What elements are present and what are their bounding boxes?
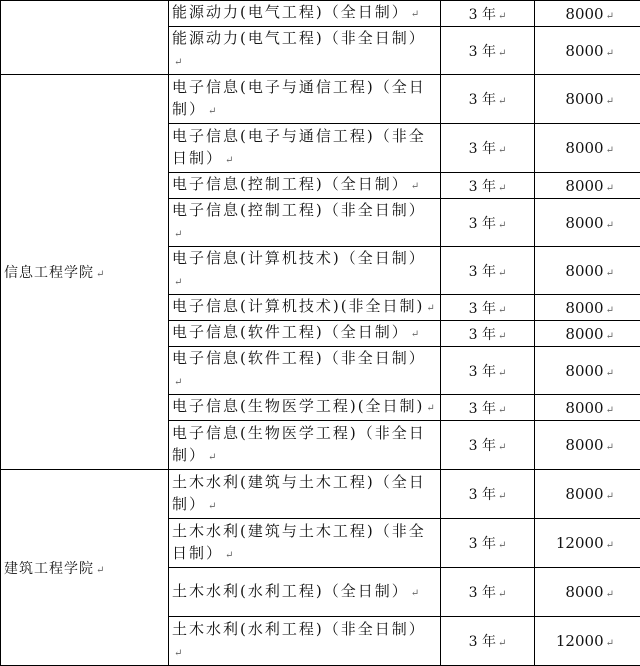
- table-row: [1, 75, 640, 124]
- duration-cell: 3 年 ↵: [441, 295, 535, 321]
- duration-cell: 3 年 ↵: [441, 199, 535, 247]
- fee-cell: 12000 ↵: [535, 617, 640, 666]
- duration-cell: 3 年 ↵: [441, 617, 535, 666]
- fee-cell: 8000 ↵: [535, 27, 640, 75]
- duration-cell: 3 年 ↵: [441, 568, 535, 617]
- duration-cell: 3 年 ↵: [441, 124, 535, 173]
- program-cell: 电子信息(计算机技术)（全日制）↵: [169, 247, 441, 295]
- duration-cell: 3 年 ↵: [441, 421, 535, 470]
- college-cell: [1, 1, 169, 75]
- duration-cell: 3 年 ↵: [441, 519, 535, 568]
- college-cell: 信息工程学院 ↵: [1, 75, 169, 470]
- fee-cell: 8000 ↵: [535, 75, 640, 124]
- duration-cell: 3 年 ↵: [441, 1, 535, 27]
- program-cell: 电子信息(电子与通信工程)（全日制） ↵: [169, 75, 441, 124]
- duration-cell: 3 年 ↵: [441, 321, 535, 347]
- program-cell: 能源动力(电气工程)（全日制） ↵: [169, 1, 441, 27]
- fee-cell: 8000 ↵: [535, 199, 640, 247]
- duration-cell: 3 年 ↵: [441, 470, 535, 519]
- fee-cell: 8000 ↵: [535, 470, 640, 519]
- program-cell: 电子信息(计算机技术)(非全日制) ↵: [169, 295, 441, 321]
- program-cell: 能源动力(电气工程)（非全日制）↵: [169, 27, 441, 75]
- program-cell: 电子信息(软件工程)（非全日制）↵: [169, 347, 441, 395]
- duration-cell: 3 年 ↵: [441, 347, 535, 395]
- fee-cell: 8000 ↵: [535, 568, 640, 617]
- program-cell: 电子信息(生物医学工程)(全日制) ↵: [169, 395, 441, 421]
- fee-cell: 8000 ↵: [535, 347, 640, 395]
- duration-cell: 3 年 ↵: [441, 173, 535, 199]
- program-cell: 电子信息(控制工程)（全日制） ↵: [169, 173, 441, 199]
- program-cell: 电子信息(生物医学工程)（非全日制） ↵: [169, 421, 441, 470]
- duration-cell: 3 年 ↵: [441, 27, 535, 75]
- program-cell: 电子信息(控制工程)（非全日制）↵: [169, 199, 441, 247]
- college-cell: 建筑工程学院 ↵: [1, 470, 169, 666]
- duration-cell: 3 年 ↵: [441, 75, 535, 124]
- fee-cell: 8000 ↵: [535, 1, 640, 27]
- fee-cell: 8000 ↵: [535, 247, 640, 295]
- table-row: [1, 470, 640, 519]
- fee-cell: 8000 ↵: [535, 321, 640, 347]
- program-cell: 电子信息(软件工程)（全日制） ↵: [169, 321, 441, 347]
- table-row: [1, 1, 640, 27]
- fee-cell: 12000 ↵: [535, 519, 640, 568]
- fee-cell: 8000 ↵: [535, 295, 640, 321]
- program-cell: 土木水利(建筑与土木工程)（全日制） ↵: [169, 470, 441, 519]
- program-cell: 土木水利(水利工程)（非全日制）↵: [169, 617, 441, 666]
- duration-cell: 3 年 ↵: [441, 247, 535, 295]
- fee-cell: 8000 ↵: [535, 421, 640, 470]
- duration-cell: 3 年 ↵: [441, 395, 535, 421]
- program-cell: 土木水利(建筑与土木工程)（非全日制） ↵: [169, 519, 441, 568]
- fee-cell: 8000 ↵: [535, 124, 640, 173]
- program-cell: 土木水利(水利工程)（全日制） ↵: [169, 568, 441, 617]
- program-cell: 电子信息(电子与通信工程)（非全日制） ↵: [169, 124, 441, 173]
- fee-cell: 8000 ↵: [535, 395, 640, 421]
- fee-cell: 8000 ↵: [535, 173, 640, 199]
